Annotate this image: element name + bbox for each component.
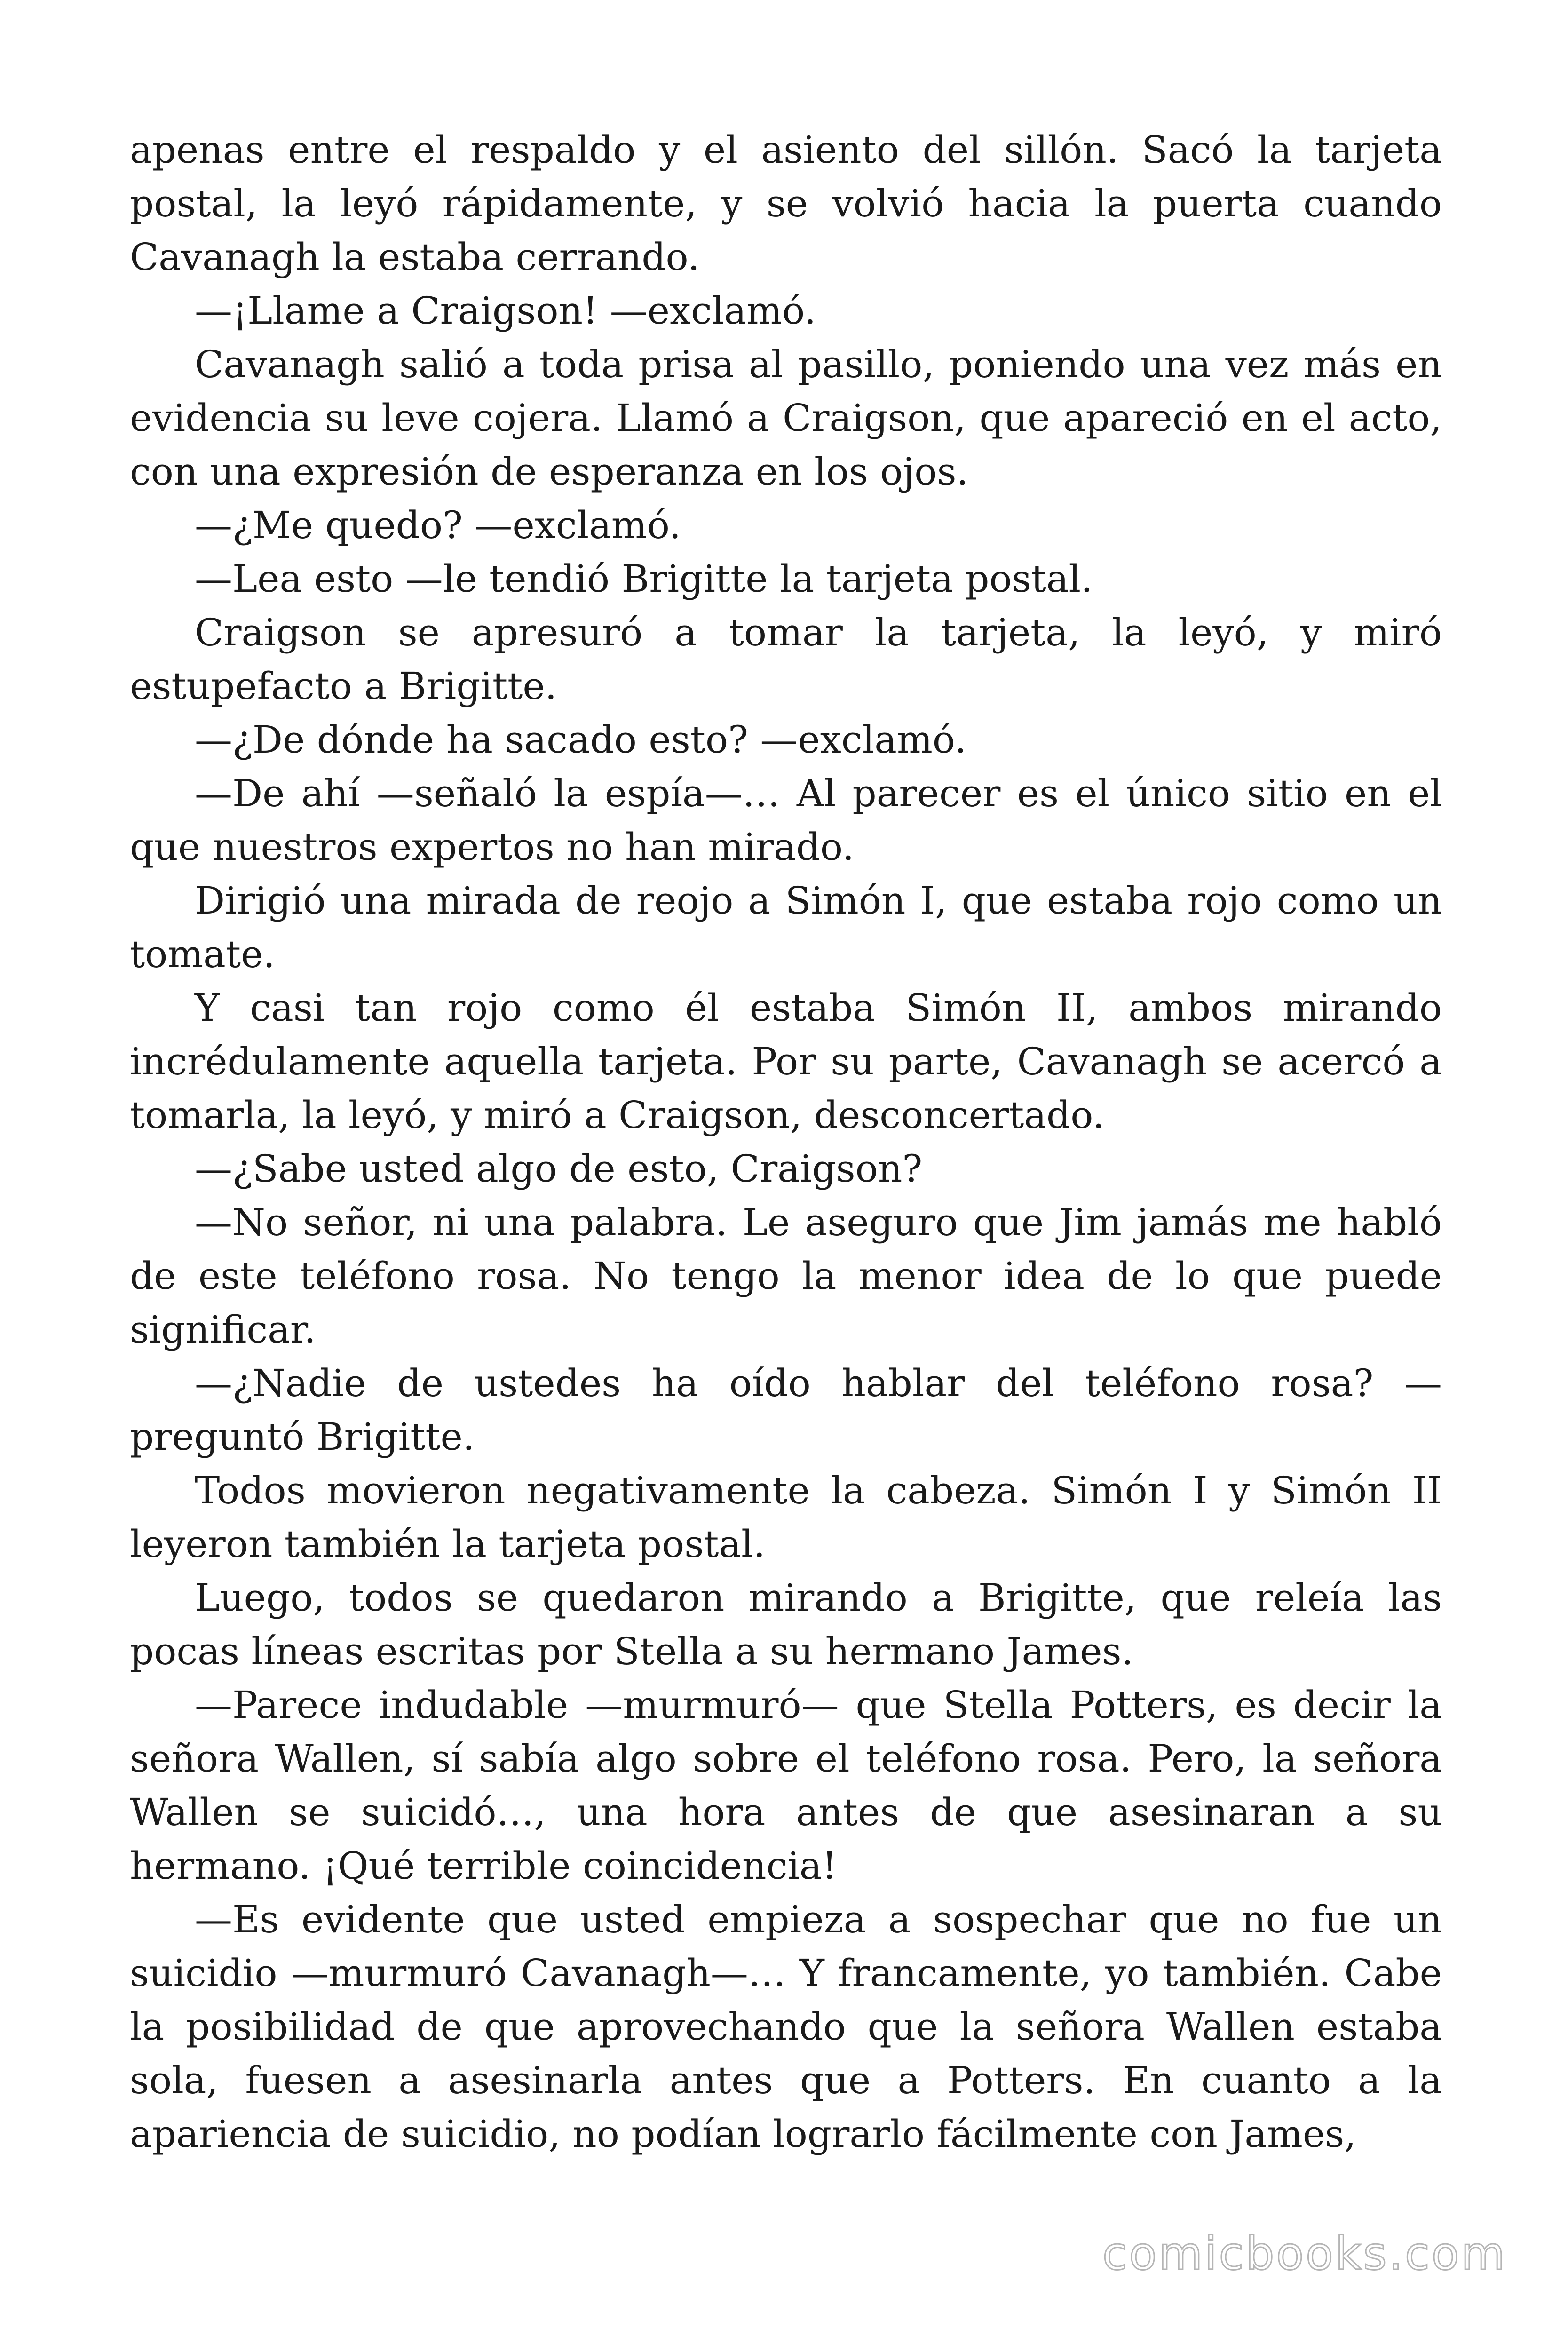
paragraph: Dirigió una mirada de reojo a Simón I, que estaba rojo como un tomate. — [130, 879, 1442, 976]
watermark: comicbooks.com — [1102, 2227, 1507, 2280]
paragraph: —De ahí —señaló la espía—… Al parecer es el único sitio en el que nuestros expertos no han mirado. — [130, 771, 1442, 869]
paragraph: Cavanagh salió a toda prisa al pasillo, poniendo una vez más en evidencia su leve cojera. Llamó a Craigson, que apareció en el acto, con una expresión de esperanza en los ojos. — [130, 342, 1442, 493]
paragraph: —¿Me quedo? —exclamó. — [195, 503, 681, 547]
paragraph-continuation: apenas entre el respaldo y el asiento del sillón. Sacó la tarjeta postal, la leyó rápidamente, y se volvió hacia la puerta cuando Cavanagh la estaba cerrando. — [130, 128, 1442, 279]
paragraph: —¿Sabe usted algo de esto, Craigson? — [195, 1147, 923, 1191]
paragraph: Craigson se apresuró a tomar la tarjeta, la leyó, y miró estupefacto a Brigitte. — [130, 611, 1442, 708]
paragraph: —¿De dónde ha sacado esto? —exclamó. — [195, 718, 967, 762]
paragraph: —No señor, ni una palabra. Le aseguro que Jim jamás me habló de este teléfono rosa. No tengo la menor idea de lo que puede significar. — [130, 1200, 1442, 1351]
paragraph: —¡Llame a Craigson! —exclamó. — [195, 289, 816, 333]
body-text — [130, 123, 1442, 2161]
paragraph: —Es evidente que usted empieza a sospechar que no fue un suicidio —murmuró Cavanagh—… Y francamente, yo también. Cabe la posibilidad de que aprovechando que la señora Wallen estaba sola, fuesen a asesinarla antes que a Potters. En cuanto a la apariencia de suicidio, no podían lograrlo fácilmente con James, — [130, 1898, 1442, 2156]
paragraph: Todos movieron negativamente la cabeza. Simón I y Simón II leyeron también la tarjeta postal. — [130, 1469, 1442, 1566]
paragraph: —Lea esto —le tendió Brigitte la tarjeta postal. — [195, 557, 1093, 601]
paragraph: —¿Nadie de ustedes ha oído hablar del teléfono rosa? —preguntó Brigitte. — [130, 1361, 1442, 1459]
paragraph: —Parece indudable —murmuró— que Stella Potters, es decir la señora Wallen, sí sabía algo sobre el teléfono rosa. Pero, la señora Wallen se suicidó…, una hora antes de que asesinaran a su hermano. ¡Qué terrible coincidencia! — [130, 1683, 1442, 1888]
paragraph: Y casi tan rojo como él estaba Simón II, ambos mirando incrédulamente aquella tarjeta. Por su parte, Cavanagh se acercó a tomarla, la leyó, y miró a Craigson, desconcertado. — [130, 986, 1442, 1137]
paragraph: Luego, todos se quedaron mirando a Brigitte, que releía las pocas líneas escritas por Stella a su hermano James. — [130, 1576, 1442, 1673]
